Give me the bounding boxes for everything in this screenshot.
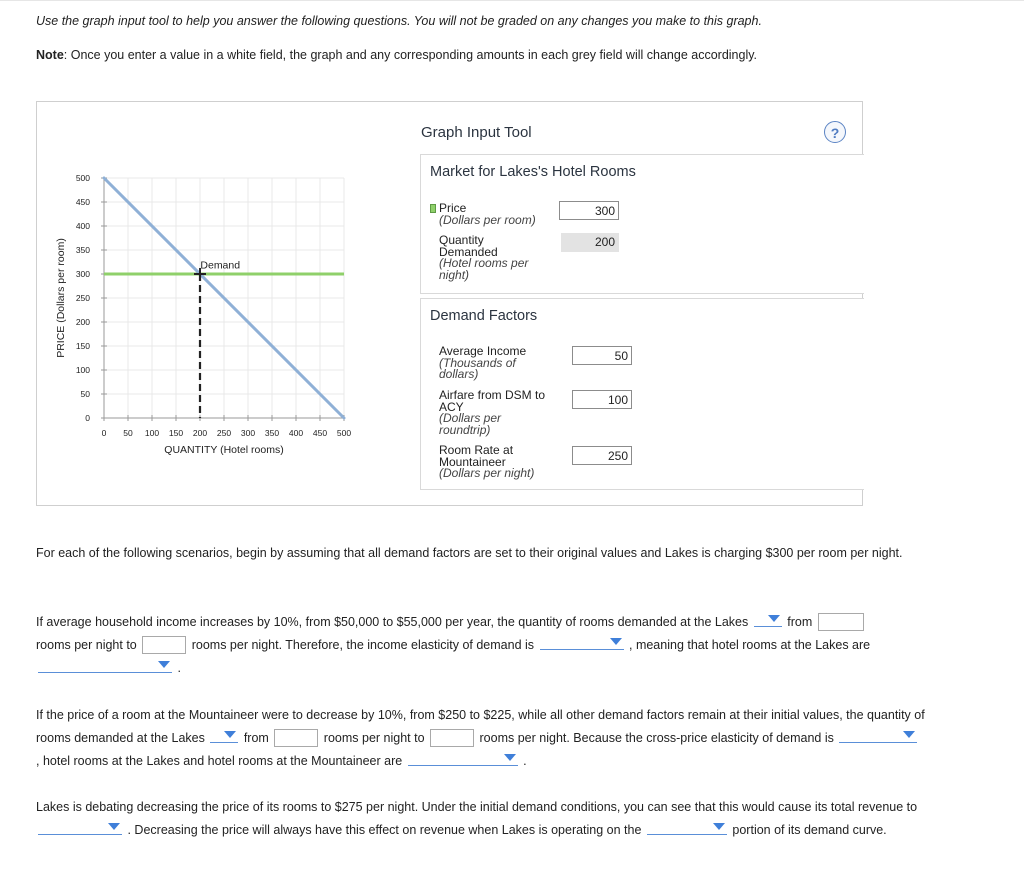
x-tick-label: 50 (123, 428, 133, 438)
q2-text-e: , hotel rooms at the Lakes and hotel rooms at the Mountaineer are (36, 754, 403, 768)
q2-to-input[interactable] (430, 729, 474, 747)
q1-good-type-dropdown[interactable] (38, 658, 172, 673)
qd-label-line2: Demanded (439, 244, 498, 259)
chevron-down-icon (713, 823, 725, 830)
q1-to-input[interactable] (142, 636, 186, 654)
x-tick-label: 400 (288, 428, 304, 438)
qd-label-line1: Quantity (439, 233, 484, 247)
airfare-unit-line2: roundtrip) (439, 422, 491, 437)
qd-unit-line1: (Hotel rooms per (439, 256, 529, 270)
airfare-label-line1: Airfare from DSM to (439, 388, 546, 402)
top-divider (0, 0, 1024, 1)
q3-text-a: Lakes is debating decreasing the price of its rooms to $275 per night. Under the initial demand conditions, you can see that this would cause its total revenue to (36, 800, 918, 814)
qd-unit-line2: night) (439, 267, 470, 282)
y-tick-label: 350 (75, 245, 90, 255)
instructions-text: Use the graph input tool to help you answer the following questions. You will not be graded on any changes you make to this graph. (36, 14, 762, 28)
y-tick-label: 150 (75, 341, 90, 351)
q3-text-b: . Decreasing the price will always have this effect on revenue when Lakes is operating on the (127, 823, 642, 837)
room-rate-label-line1: Room Rate at (439, 443, 514, 457)
chevron-down-icon (903, 731, 915, 738)
q2-relationship-dropdown[interactable] (408, 751, 518, 766)
chevron-down-icon (108, 823, 120, 830)
income-input[interactable]: 50 (572, 346, 632, 365)
graph-input-tool (36, 101, 863, 506)
q1-text-d: rooms per night. Therefore, the income elasticity of demand is (191, 638, 535, 652)
note-label: Note (36, 48, 64, 62)
price-line-marker-icon (430, 204, 436, 213)
chevron-down-icon (504, 754, 516, 761)
airfare-label-line2: ACY (439, 399, 464, 414)
room-rate-input[interactable]: 250 (572, 446, 632, 465)
y-tick-label: 0 (85, 413, 90, 423)
x-tick-label: 300 (240, 428, 256, 438)
q1-direction-dropdown[interactable] (754, 612, 782, 627)
quantity-demanded-row (439, 235, 528, 281)
q2-direction-dropdown[interactable] (210, 728, 238, 743)
x-tick-label: 0 (101, 428, 107, 438)
income-label: Average Income (439, 344, 527, 358)
airfare-unit-line1: (Dollars per (439, 411, 502, 425)
y-axis-title: PRICE (Dollars per room) (55, 238, 67, 358)
q1-text-e: , meaning that hotel rooms at the Lakes are (629, 638, 871, 652)
y-tick-label: 200 (75, 317, 90, 327)
q1-text-f: . (177, 661, 181, 675)
x-tick-label: 500 (336, 428, 352, 438)
x-tick-label: 150 (168, 428, 184, 438)
demand-factors-title: Demand Factors (430, 308, 538, 324)
x-axis-title: QUANTITY (Hotel rooms) (164, 444, 284, 456)
price-input[interactable]: 300 (559, 201, 619, 220)
q1-elasticity-dropdown[interactable] (540, 635, 624, 650)
y-tick-label: 250 (75, 293, 90, 303)
y-tick-label: 50 (80, 389, 90, 399)
income-row (439, 346, 526, 381)
tool-title: Graph Input Tool (421, 124, 532, 141)
q2-text-f: . (523, 754, 527, 768)
q2-text-b: from (243, 731, 269, 745)
x-tick-label: 450 (312, 428, 328, 438)
x-tick-label: 350 (264, 428, 280, 438)
y-tick-label: 300 (75, 269, 90, 279)
income-unit-line1: (Thousands of (439, 355, 516, 370)
q1-text-b: from (787, 615, 813, 629)
q2-text-d: rooms per night. Because the cross-price elasticity of demand is (479, 731, 834, 745)
price-label: Price (439, 201, 467, 215)
note-body: : Once you enter a value in a white field, the graph and any corresponding amounts in each grey field will change accordingly. (63, 48, 758, 62)
demand-factors-section (420, 298, 864, 490)
y-tick-label: 450 (75, 197, 90, 207)
q2-from-input[interactable] (274, 729, 318, 747)
q2-elasticity-dropdown[interactable] (839, 728, 917, 743)
airfare-row (439, 390, 545, 436)
market-title: Market for Lakes's Hotel Rooms (430, 164, 636, 180)
price-unit: (Dollars per room) (439, 212, 536, 227)
room-rate-row (439, 445, 534, 480)
airfare-input[interactable]: 100 (572, 390, 632, 409)
quantity-demanded-value: 200 (561, 233, 619, 252)
q2-text-c: rooms per night to (323, 731, 425, 745)
x-tick-label: 200 (192, 428, 208, 438)
room-rate-unit: (Dollars per night) (439, 466, 535, 480)
demand-graph[interactable] (37, 102, 417, 502)
income-unit-line2: dollars) (439, 367, 479, 381)
q1-text-c: rooms per night to (36, 638, 137, 652)
question-revenue (36, 796, 926, 842)
y-tick-label: 400 (75, 221, 90, 231)
chevron-down-icon (768, 615, 780, 622)
demand-curve-label: Demand (200, 259, 241, 272)
x-tick-label: 250 (216, 428, 232, 438)
price-row (439, 203, 536, 226)
room-rate-label-line2: Mountaineer (439, 454, 506, 469)
chevron-down-icon (158, 661, 170, 668)
question-income (36, 611, 926, 680)
chevron-down-icon (224, 731, 236, 738)
help-icon[interactable]: ? (824, 121, 846, 143)
q1-from-input[interactable] (818, 613, 864, 631)
y-tick-label: 500 (75, 173, 90, 183)
q1-text-a: If average household income increases by 10%, from $50,000 to $55,000 per year, the quantity of rooms demanded at the Lakes (36, 615, 749, 629)
q3-revenue-dropdown[interactable] (38, 820, 122, 835)
x-tick-label: 100 (144, 428, 160, 438)
question-cross-price (36, 704, 926, 773)
y-tick-label: 100 (75, 365, 90, 375)
chevron-down-icon (610, 638, 622, 645)
q3-text-c: portion of its demand curve. (732, 823, 887, 837)
note-text (36, 48, 757, 62)
q2-text-a: If the price of a room at the Mountaineer were to decrease by 10%, from $250 to $225, while all other demand factors remain at their initial values, the quantity of rooms demanded at the Lakes (36, 708, 925, 745)
scenario-intro: For each of the following scenarios, begin by assuming that all demand factors are set to their original values and Lakes is charging $300 per room per night. (36, 546, 903, 560)
market-section (420, 154, 864, 294)
q3-portion-dropdown[interactable] (647, 820, 727, 835)
